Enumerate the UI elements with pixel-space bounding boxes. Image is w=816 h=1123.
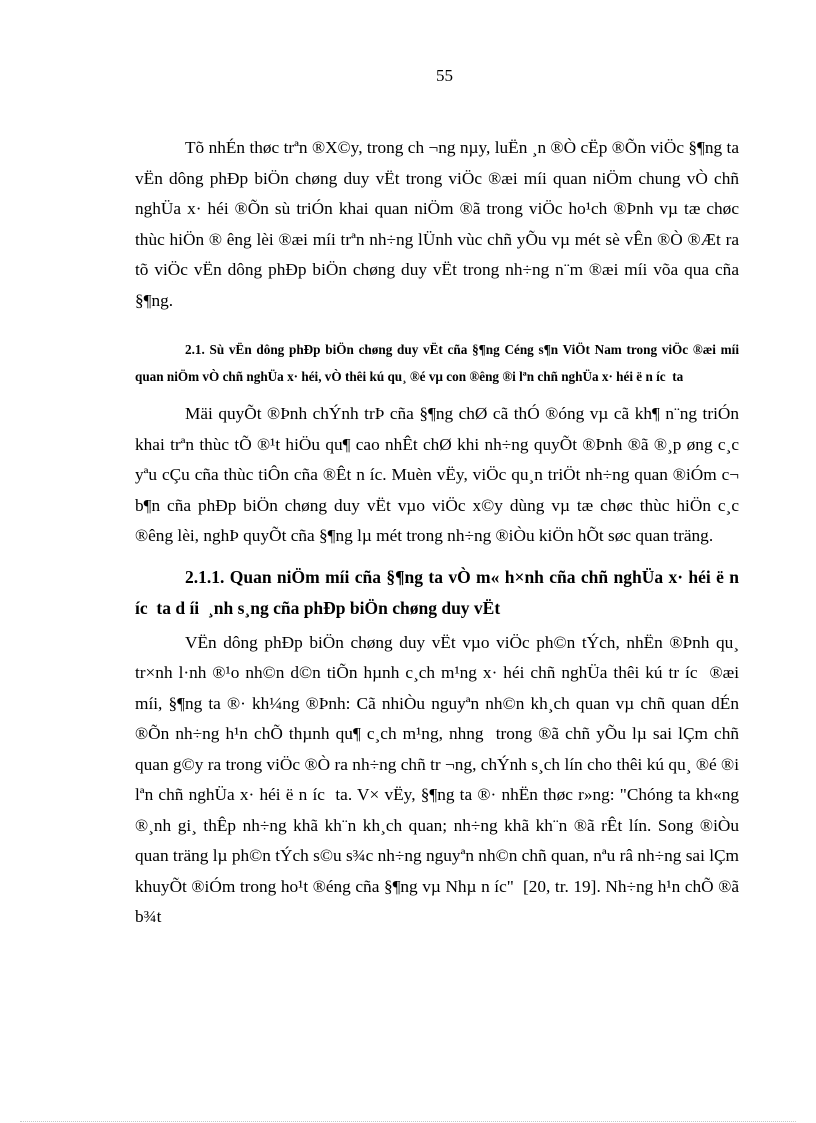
subsection-paragraph: VËn dông phÐp biÖn chøng duy vËt vµo viÖc ph©n tÝch, nhËn ®Þnh qu¸ tr×nh l·nh ®¹o nh©n d©n tiÕn hµnh c¸ch m¹ng x· héi chñ nghÜa thêi kú tr íc ®æi míi, §¶ng ta ®· kh¼ng ®Þnh: Cã nhiÒu nguyªn nh©n kh¸ch quan vµ chñ quan dÉn ®Õn nh÷ng h¹n chÕ thµnh qu¶ c¸ch m¹ng, nhng trong ®ã chñ yÕu lµ sai lÇm chñ quan g©y ra trong viÖc ®Ò ra nh÷ng chñ tr ¬ng, chÝnh s¸ch lín cho thêi kú qu¸ ®é ®i lªn chñ nghÜa x· héi ë n íc ta. V× vËy, §¶ng ta ®· nhËn thøc r»ng: "Chóng ta kh«ng ®¸nh gi¸ thÊp nh÷ng khã kh¨n kh¸ch quan; nh÷ng khã kh¨n ®ã rÊt lín. Song ®iÒu quan träng lµ ph©n tÝch s©u s¾c nh÷ng nguyªn nh©n chñ quan, nªu râ nh÷ng sai lÇm khuyÕt ®iÓm trong ho¹t ®éng cña §¶ng vµ Nhµ n íc" [20, tr. 19]. Nh÷ng h¹n chÕ ®ã b¾t [135, 632, 744, 926]
footer-divider [20, 1121, 796, 1122]
page-number: 55 [436, 66, 453, 85]
document-body [135, 133, 744, 933]
intro-paragraph: Tõ nhÉn thøc trªn ®X©y, trong ch ¬ng nµy, luËn ¸n ®Ò cËp ®Õn viÖc §¶ng ta vËn dông phÐp biÖn chøng duy vËt trong viÖc ®æi míi quan niÖm chung vÒ chñ nghÜa x· héi ®Õn sù triÓn khai quan niÖm ®ã trong viÖc ho¹ch ®Þnh vµ tæ chøc thùc hiÖn ® êng lèi ®æi míi trªn nh÷ng lÜnh vùc chñ yÕu vµ mét sè vÊn ®Ò ®Æt ra tõ viÖc vËn dông phÐp biÖn chøng duy vËt trong nh÷ng n¨m ®æi míi võa qua cña §¶ng. [135, 138, 744, 310]
section-heading-2-1: 2.1. Sù vËn dông phÐp biÖn chøng duy vËt cña §¶ng Céng s¶n ViÖt Nam trong viÖc ®æi míi quan niÖm vÒ chñ nghÜa x· héi, vÒ thêi kú qu¸ ®é vµ con ®êng ®i lªn chñ nghÜa x· héi ë n íc ta [135, 342, 743, 384]
subsection-heading-2-1-1: 2.1.1. Quan niÖm míi cña §¶ng ta vÒ m« h×nh cña chñ nghÜa x· héi ë n íc ta d íi ¸nh s¸ng cña phÐp biÖn chøng duy vËt [135, 566, 744, 618]
section-paragraph: Mäi quyÕt ®Þnh chÝnh trÞ cña §¶ng chØ cã thÓ ®óng vµ cã kh¶ n¨ng triÓn khai trªn thùc tÕ ®¹t hiÖu qu¶ cao nhÊt chØ khi nh÷ng quyÕt ®Þnh ®ã ®¸p øng c¸c yªu cÇu cña thùc tiÔn cña ®Êt n íc. Muèn vËy, viÖc qu¸n triÖt nh÷ng quan ®iÓm c¬ b¶n cña phÐp biÖn chøng duy vËt vµo viÖc x©y dùng vµ tæ chøc thùc hiÖn c¸c ®êng lèi, nghÞ quyÕt cña §¶ng lµ mét trong nh÷ng ®iÒu kiÖn hÕt søc quan träng. [135, 404, 744, 545]
